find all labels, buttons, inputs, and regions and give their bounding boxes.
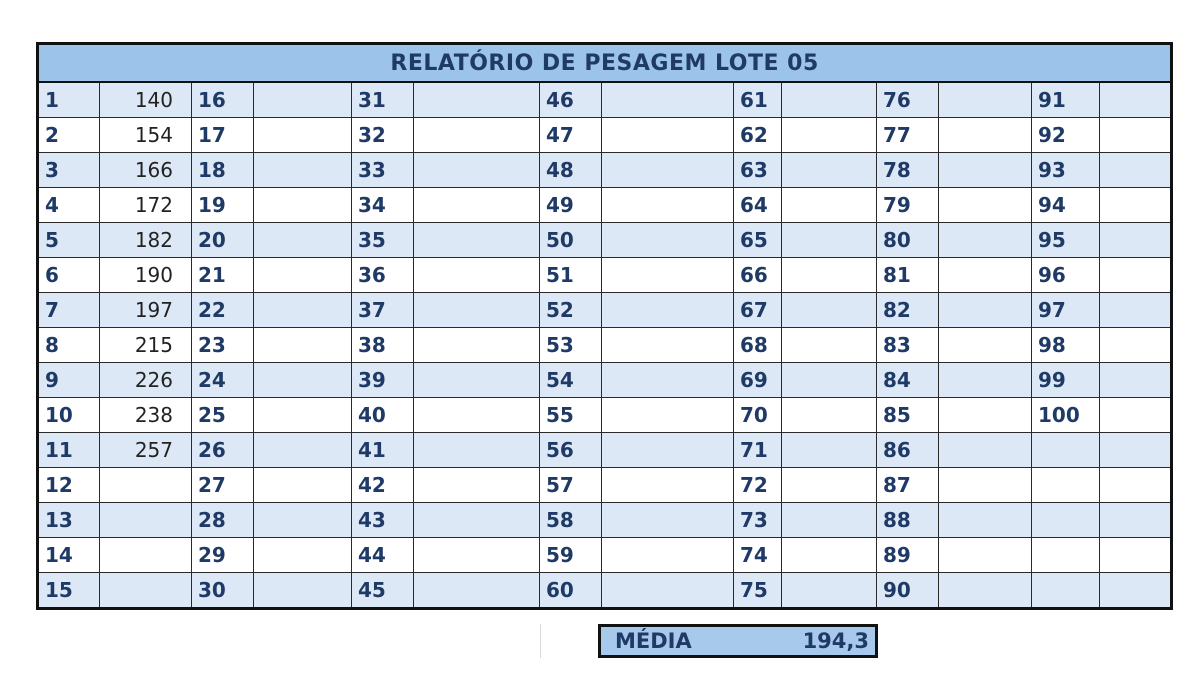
table-row: [38, 82, 1172, 118]
weight-value-cell: [1100, 573, 1172, 609]
sample-number-cell: 33: [352, 153, 414, 188]
sample-number-cell: 36: [352, 258, 414, 293]
weight-value-cell: [414, 258, 540, 293]
sample-number-cell: 97: [1032, 293, 1100, 328]
sample-number-cell: 60: [540, 573, 602, 609]
sample-number-cell: 92: [1032, 118, 1100, 153]
sample-number-cell: 61: [734, 82, 782, 118]
weight-value-cell: [100, 468, 192, 503]
sample-number-cell: 50: [540, 223, 602, 258]
weight-value-cell: [254, 258, 352, 293]
weight-value-cell: [602, 258, 734, 293]
weight-value-cell: [939, 118, 1032, 153]
sample-number-cell: 4: [38, 188, 100, 223]
sample-number-cell: 77: [877, 118, 939, 153]
sample-number-cell: 80: [877, 223, 939, 258]
sample-number-cell: 34: [352, 188, 414, 223]
table-row: [38, 293, 1172, 328]
weight-value-cell: [782, 293, 877, 328]
sample-number-cell: 79: [877, 188, 939, 223]
weight-value-cell: 166: [100, 153, 192, 188]
sample-number-cell: 14: [38, 538, 100, 573]
sample-number-cell: 74: [734, 538, 782, 573]
weight-value-cell: [254, 223, 352, 258]
sample-number-cell: 45: [352, 573, 414, 609]
weight-value-cell: 190: [100, 258, 192, 293]
weight-value-cell: [1100, 468, 1172, 503]
sample-number-cell: 22: [192, 293, 254, 328]
sample-number-cell: 46: [540, 82, 602, 118]
table-row: [38, 573, 1172, 609]
sample-number-cell: 35: [352, 223, 414, 258]
weight-value-cell: [254, 153, 352, 188]
weight-value-cell: [782, 118, 877, 153]
sample-number-cell: 49: [540, 188, 602, 223]
weight-value-cell: [602, 188, 734, 223]
weight-value-cell: [939, 82, 1032, 118]
report-title: RELATÓRIO DE PESAGEM LOTE 05: [38, 44, 1172, 83]
sample-number-cell: 89: [877, 538, 939, 573]
sample-number-cell: 12: [38, 468, 100, 503]
weight-value-cell: [939, 188, 1032, 223]
weight-value-cell: [414, 223, 540, 258]
weight-value-cell: 182: [100, 223, 192, 258]
weight-value-cell: [1100, 503, 1172, 538]
sample-number-cell: 24: [192, 363, 254, 398]
sample-number-cell: 66: [734, 258, 782, 293]
weight-value-cell: [782, 223, 877, 258]
weight-value-cell: [254, 328, 352, 363]
weight-value-cell: [414, 328, 540, 363]
sample-number-cell: 6: [38, 258, 100, 293]
weight-value-cell: [254, 293, 352, 328]
weight-value-cell: [254, 538, 352, 573]
sample-number-cell: 42: [352, 468, 414, 503]
sample-number-cell: 62: [734, 118, 782, 153]
sample-number-cell: 99: [1032, 363, 1100, 398]
sample-number-cell: 87: [877, 468, 939, 503]
sample-number-cell: 59: [540, 538, 602, 573]
sample-number-cell: 57: [540, 468, 602, 503]
table-row: [38, 363, 1172, 398]
sample-number-cell: 29: [192, 538, 254, 573]
sample-number-cell: 93: [1032, 153, 1100, 188]
weighing-report-table: [36, 42, 1173, 610]
weight-value-cell: [254, 433, 352, 468]
weight-value-cell: [602, 328, 734, 363]
weight-value-cell: [782, 328, 877, 363]
sample-number-cell: 78: [877, 153, 939, 188]
sample-number-cell: 71: [734, 433, 782, 468]
sample-number-cell: 37: [352, 293, 414, 328]
sample-number-cell: [1032, 538, 1100, 573]
weight-value-cell: [782, 573, 877, 609]
sample-number-cell: 30: [192, 573, 254, 609]
weight-value-cell: [939, 573, 1032, 609]
sample-number-cell: 2: [38, 118, 100, 153]
weight-value-cell: [1100, 328, 1172, 363]
average-label: MÉDIA: [615, 629, 692, 653]
weight-value-cell: [1100, 188, 1172, 223]
sample-number-cell: 64: [734, 188, 782, 223]
sample-number-cell: 67: [734, 293, 782, 328]
weight-value-cell: [414, 153, 540, 188]
weight-value-cell: [602, 153, 734, 188]
weight-value-cell: [414, 293, 540, 328]
weight-value-cell: [254, 118, 352, 153]
weight-value-cell: 197: [100, 293, 192, 328]
weight-value-cell: [602, 293, 734, 328]
weight-value-cell: [939, 398, 1032, 433]
weight-value-cell: [782, 538, 877, 573]
weight-value-cell: [1100, 293, 1172, 328]
weight-value-cell: [602, 573, 734, 609]
sample-number-cell: 39: [352, 363, 414, 398]
weight-value-cell: [414, 538, 540, 573]
sample-number-cell: 63: [734, 153, 782, 188]
sample-number-cell: 23: [192, 328, 254, 363]
weight-value-cell: 215: [100, 328, 192, 363]
weight-value-cell: [602, 468, 734, 503]
weight-value-cell: [782, 82, 877, 118]
sample-number-cell: 56: [540, 433, 602, 468]
weight-value-cell: [1100, 223, 1172, 258]
weight-value-cell: [1100, 433, 1172, 468]
sample-number-cell: 21: [192, 258, 254, 293]
weight-value-cell: [939, 293, 1032, 328]
weight-value-cell: [254, 398, 352, 433]
weight-value-cell: [782, 188, 877, 223]
weight-value-cell: [1100, 153, 1172, 188]
weight-value-cell: [602, 503, 734, 538]
sample-number-cell: 72: [734, 468, 782, 503]
sample-number-cell: 16: [192, 82, 254, 118]
weight-value-cell: [782, 503, 877, 538]
sample-number-cell: 51: [540, 258, 602, 293]
sample-number-cell: 69: [734, 363, 782, 398]
table-row: [38, 503, 1172, 538]
sample-number-cell: 9: [38, 363, 100, 398]
weight-value-cell: [1100, 82, 1172, 118]
sample-number-cell: 88: [877, 503, 939, 538]
sample-number-cell: 58: [540, 503, 602, 538]
weight-value-cell: [414, 503, 540, 538]
weight-value-cell: [602, 433, 734, 468]
weight-value-cell: [602, 398, 734, 433]
table-row: [38, 538, 1172, 573]
sample-number-cell: 70: [734, 398, 782, 433]
weight-value-cell: [1100, 118, 1172, 153]
weight-value-cell: [254, 573, 352, 609]
weight-value-cell: [414, 573, 540, 609]
divider-line: [540, 624, 541, 658]
sample-number-cell: 44: [352, 538, 414, 573]
sample-number-cell: 84: [877, 363, 939, 398]
sample-number-cell: 54: [540, 363, 602, 398]
sample-number-cell: 68: [734, 328, 782, 363]
weight-value-cell: 238: [100, 398, 192, 433]
weight-value-cell: [602, 82, 734, 118]
sample-number-cell: [1032, 573, 1100, 609]
sample-number-cell: 17: [192, 118, 254, 153]
weight-value-cell: [254, 188, 352, 223]
sample-number-cell: 26: [192, 433, 254, 468]
weight-value-cell: [602, 538, 734, 573]
sample-number-cell: [1032, 503, 1100, 538]
weight-value-cell: [1100, 398, 1172, 433]
sample-number-cell: 40: [352, 398, 414, 433]
weight-value-cell: [782, 468, 877, 503]
sample-number-cell: 96: [1032, 258, 1100, 293]
sample-number-cell: 25: [192, 398, 254, 433]
weight-value-cell: [414, 363, 540, 398]
sample-number-cell: 27: [192, 468, 254, 503]
sample-number-cell: 86: [877, 433, 939, 468]
sample-number-cell: 8: [38, 328, 100, 363]
sample-number-cell: 98: [1032, 328, 1100, 363]
weight-value-cell: [939, 503, 1032, 538]
sample-number-cell: 31: [352, 82, 414, 118]
sample-number-cell: 11: [38, 433, 100, 468]
sample-number-cell: 47: [540, 118, 602, 153]
sample-number-cell: 18: [192, 153, 254, 188]
sample-number-cell: 73: [734, 503, 782, 538]
sample-number-cell: 53: [540, 328, 602, 363]
sample-number-cell: 10: [38, 398, 100, 433]
sample-number-cell: 38: [352, 328, 414, 363]
weight-value-cell: 154: [100, 118, 192, 153]
sample-number-cell: 1: [38, 82, 100, 118]
table-row: [38, 398, 1172, 433]
sample-number-cell: 94: [1032, 188, 1100, 223]
average-value: 194,3: [802, 629, 869, 653]
weight-value-cell: [939, 258, 1032, 293]
sample-number-cell: [1032, 468, 1100, 503]
table-row: [38, 433, 1172, 468]
sample-number-cell: 13: [38, 503, 100, 538]
sample-number-cell: 3: [38, 153, 100, 188]
sample-number-cell: 7: [38, 293, 100, 328]
sample-number-cell: 75: [734, 573, 782, 609]
weight-value-cell: [1100, 258, 1172, 293]
sample-number-cell: 41: [352, 433, 414, 468]
weight-value-cell: [100, 538, 192, 573]
weight-value-cell: [254, 363, 352, 398]
weight-value-cell: [782, 258, 877, 293]
sample-number-cell: 43: [352, 503, 414, 538]
weight-value-cell: 140: [100, 82, 192, 118]
table-row: [38, 258, 1172, 293]
weight-value-cell: [939, 468, 1032, 503]
weight-value-cell: [939, 223, 1032, 258]
weight-value-cell: [939, 538, 1032, 573]
table-row: [38, 118, 1172, 153]
sample-number-cell: 83: [877, 328, 939, 363]
sample-number-cell: 48: [540, 153, 602, 188]
table-row: [38, 468, 1172, 503]
weight-value-cell: [939, 433, 1032, 468]
weight-value-cell: [602, 363, 734, 398]
sample-number-cell: 81: [877, 258, 939, 293]
average-box: [598, 624, 878, 658]
weight-value-cell: [100, 503, 192, 538]
weight-value-cell: [782, 398, 877, 433]
weight-value-cell: [414, 398, 540, 433]
weight-value-cell: [782, 363, 877, 398]
weight-value-cell: [414, 468, 540, 503]
weight-value-cell: [414, 188, 540, 223]
weight-value-cell: 226: [100, 363, 192, 398]
weight-value-cell: [1100, 363, 1172, 398]
weight-value-cell: [939, 153, 1032, 188]
weight-value-cell: [939, 363, 1032, 398]
sample-number-cell: 90: [877, 573, 939, 609]
weight-value-cell: [1100, 538, 1172, 573]
sample-number-cell: 20: [192, 223, 254, 258]
weight-value-cell: [414, 118, 540, 153]
weight-value-cell: [254, 468, 352, 503]
report-body: [38, 82, 1172, 609]
weight-value-cell: [254, 82, 352, 118]
sample-number-cell: 85: [877, 398, 939, 433]
table-row: [38, 188, 1172, 223]
weight-value-cell: [939, 328, 1032, 363]
sample-number-cell: 91: [1032, 82, 1100, 118]
weight-value-cell: 172: [100, 188, 192, 223]
weight-value-cell: [602, 223, 734, 258]
sample-number-cell: 55: [540, 398, 602, 433]
weight-value-cell: [414, 433, 540, 468]
sample-number-cell: 15: [38, 573, 100, 609]
weight-value-cell: 257: [100, 433, 192, 468]
weight-value-cell: [602, 118, 734, 153]
sample-number-cell: 52: [540, 293, 602, 328]
sample-number-cell: 82: [877, 293, 939, 328]
sample-number-cell: 5: [38, 223, 100, 258]
table-row: [38, 223, 1172, 258]
weight-value-cell: [414, 82, 540, 118]
sample-number-cell: 95: [1032, 223, 1100, 258]
weight-value-cell: [254, 503, 352, 538]
sample-number-cell: [1032, 433, 1100, 468]
sample-number-cell: 65: [734, 223, 782, 258]
weight-value-cell: [782, 153, 877, 188]
sample-number-cell: 28: [192, 503, 254, 538]
table-row: [38, 328, 1172, 363]
weight-value-cell: [100, 573, 192, 609]
sample-number-cell: 32: [352, 118, 414, 153]
sample-number-cell: 100: [1032, 398, 1100, 433]
table-row: [38, 153, 1172, 188]
sample-number-cell: 76: [877, 82, 939, 118]
weight-value-cell: [782, 433, 877, 468]
sample-number-cell: 19: [192, 188, 254, 223]
